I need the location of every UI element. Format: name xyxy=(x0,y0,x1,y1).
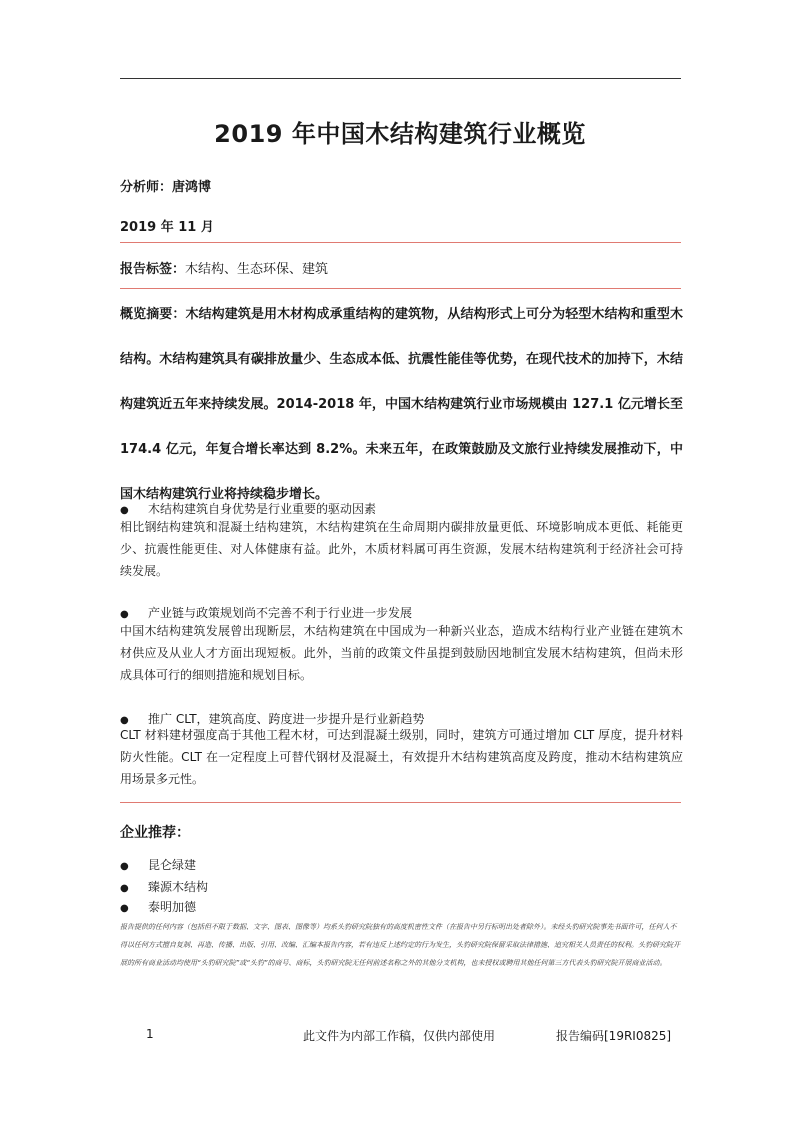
disclaimer: 报告提供的任何内容（包括但不限于数据、文字、图表、图像等）均系头豹研究院独有的高度机密性文件（在报告中另行标明出处者除外）。未经头豹研究院事先书面许可，任何人不得以任何方式擅自复制、再造、传播、出版、引用、改编、汇编本报告内容，若有违反上述约定的行为发生，头豹研究院保留采取法律措施、追究相关人员责任的权利。头豹研究院开展的所有商业活动均使用“头豹研究院”或“头豹”的商号、商标，头豹研究院无任何前述名称之外的其他分支机构，也未授权或聘用其他任何第三方代表头豹研究院开展商业活动。 xyxy=(120,923,680,967)
recommend-item-label: 臻源木结构 xyxy=(148,880,209,894)
report-code: 报告编码[19RI0825] xyxy=(556,1029,672,1043)
bullet-dot-icon: ● xyxy=(120,715,129,726)
bullet-paragraph: CLT 材料建材强度高于其他工程木材，可达到混凝土级别，同时，建筑方可通过增加 CLT 厚度，提升材料防火性能。CLT 在一定程度上可替代钢材及混凝土，有效提升木结构建筑高度及跨度，推动木结构建筑应用场景多元性。 xyxy=(120,728,683,786)
bullet-dot-icon: ● xyxy=(120,861,129,872)
recommend-item-label: 昆仑绿建 xyxy=(148,858,197,872)
page-number: 1 xyxy=(146,1027,154,1041)
recommend-item xyxy=(120,878,208,895)
analyst-line: 分析师：唐鸿博 xyxy=(120,180,212,195)
tags-value: 木结构、生态环保、建筑 xyxy=(185,262,329,277)
divider xyxy=(120,288,681,289)
recommend-title: 企业推荐： xyxy=(120,825,190,841)
bullet-dot-icon: ● xyxy=(120,609,129,620)
recommend-item-label: 泰明加德 xyxy=(148,900,197,914)
report-tags xyxy=(120,258,328,277)
internal-notice: 此文件为内部工作稿，仅供内部使用 xyxy=(303,1029,496,1043)
bullet-paragraph: 中国木结构建筑发展曾出现断层，木结构建筑在中国成为一种新兴业态，造成木结构行业产业链在建筑木材供应及从业人才方面出现短板。此外，当前的政策文件虽提到鼓励因地制宜发展木结构建筑，但尚未形成具体可行的细则措施和规划目标。 xyxy=(120,624,683,682)
bullet-heading-text: 推广 CLT，建筑高度、跨度进一步提升是行业新趋势 xyxy=(148,712,425,726)
bullet-heading-text: 产业链与政策规划尚不完善不利于行业进一步发展 xyxy=(148,606,413,620)
bullet-dot-icon: ● xyxy=(120,883,129,894)
page-title: 2019 年中国木结构建筑行业概览 xyxy=(214,120,586,148)
summary-paragraph: 概览摘要：木结构建筑是用木材构成承重结构的建筑物，从结构形式上可分为轻型木结构和重型木结构。木结构建筑具有碳排放量少、生态成本低、抗震性能佳等优势，在现代技术的加持下，木结构建筑近五年来持续发展。2014-2018 年，中国木结构建筑行业市场规模由 127.1 亿元增长至 174.4 亿元，年复合增长率达到 8.2%。未来五年，在政策鼓励及文旅行业持续发展推动下，中国木结构建筑行业将持续稳步增长。 xyxy=(120,307,683,502)
report-date: 2019 年 11 月 xyxy=(120,220,214,235)
bullet-dot-icon: ● xyxy=(120,505,129,516)
bullet-heading xyxy=(120,500,376,517)
bullet-paragraph: 相比钢结构建筑和混凝土结构建筑，木结构建筑在生命周期内碳排放量更低、环境影响成本更低、耗能更少、抗震性能更佳、对人体健康有益。此外，木质材料属可再生资源，发展木结构建筑利于经济社会可持续发展。 xyxy=(120,520,683,578)
bullet-dot-icon: ● xyxy=(120,903,129,914)
bullet-heading xyxy=(120,604,412,621)
recommend-item xyxy=(120,856,196,873)
top-rule xyxy=(120,78,681,79)
divider xyxy=(120,242,681,243)
recommend-item xyxy=(120,898,196,915)
divider xyxy=(120,802,681,803)
tags-label: 报告标签： xyxy=(120,262,186,277)
bullet-heading-text: 木结构建筑自身优势是行业重要的驱动因素 xyxy=(148,502,377,516)
